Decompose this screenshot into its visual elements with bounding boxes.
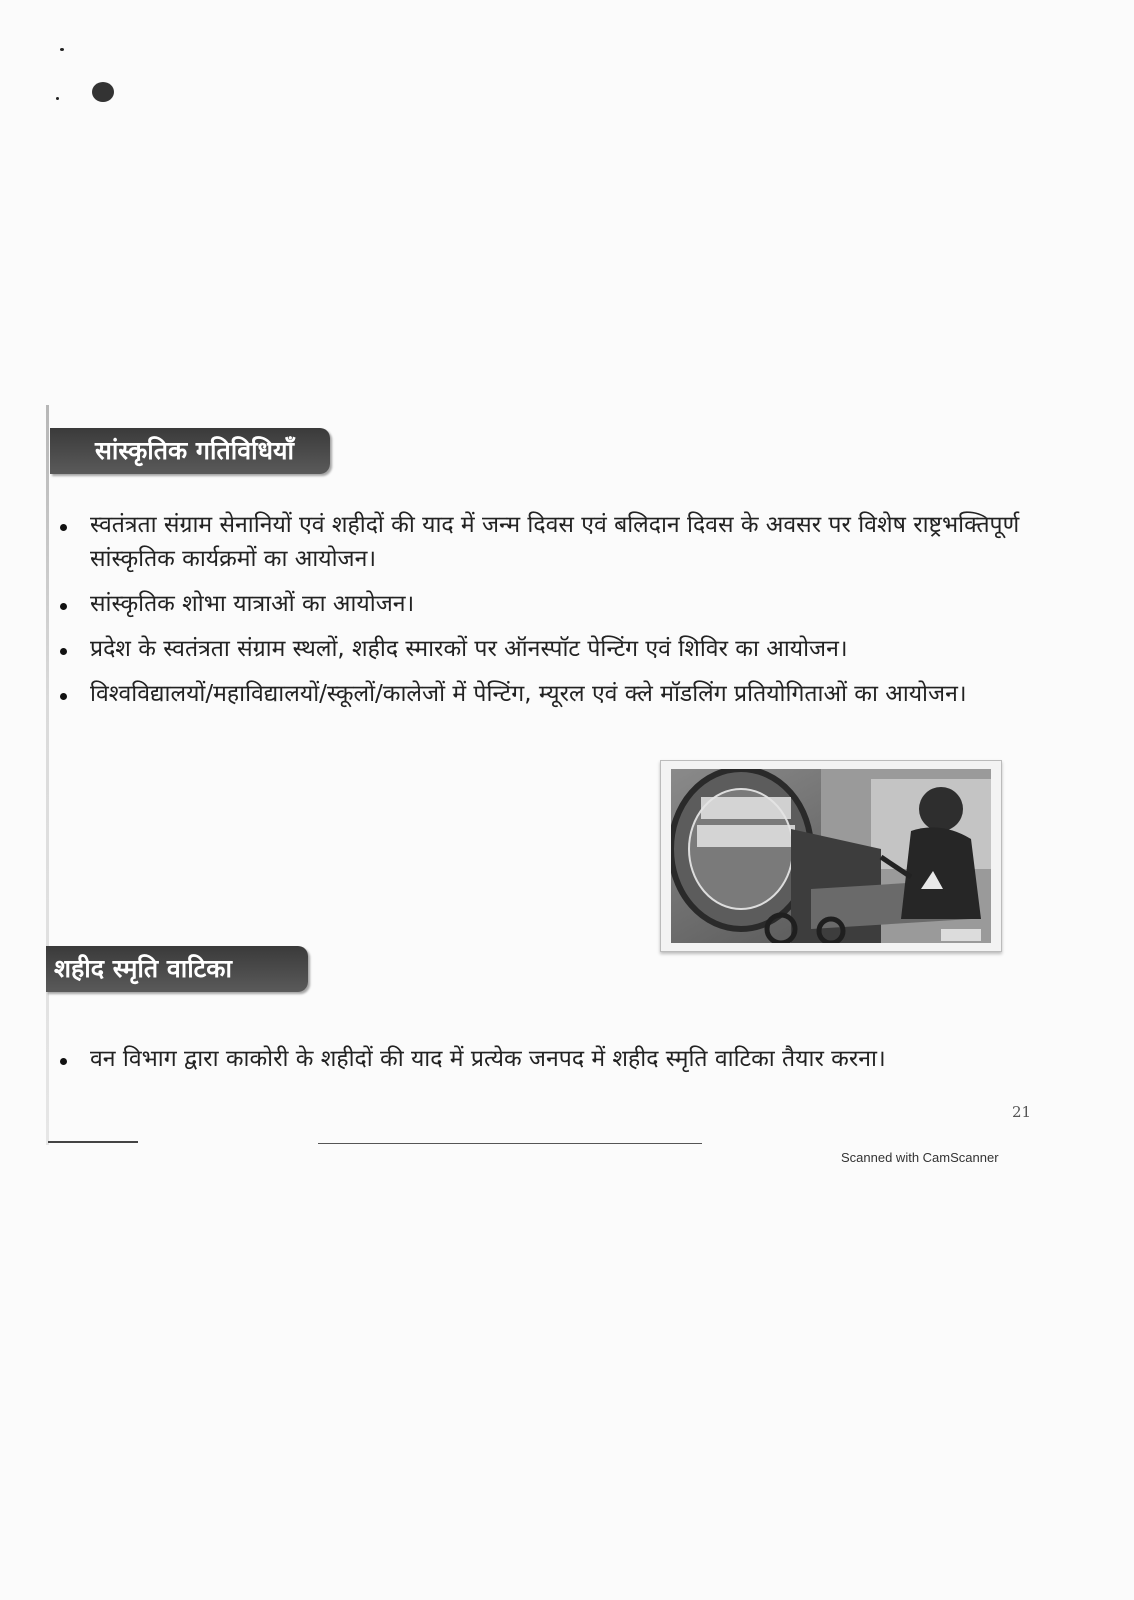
scan-speck (56, 97, 59, 100)
bullet-icon (60, 648, 67, 655)
punch-hole-mark (92, 82, 114, 102)
list-item (56, 587, 1056, 621)
camscanner-watermark: Scanned with CamScanner (841, 1150, 999, 1165)
section-heading-martyrs-memorial-garden: शहीद स्मृति वाटिका (46, 946, 308, 992)
memorial-garden-list (56, 1042, 1016, 1087)
left-margin-rule (46, 405, 49, 1145)
list-item (56, 677, 1056, 711)
list-item-text: विश्वविद्यालयों/महाविद्यालयों/स्कूलों/कालेजों में पेन्टिंग, म्यूरल एवं क्ले मॉडलिंग प्रतियोगिताओं का आयोजन। (90, 681, 967, 707)
list-item (56, 632, 1056, 666)
bullet-icon (60, 693, 67, 700)
scan-speck (60, 48, 64, 51)
mural-painting-icon (671, 769, 991, 943)
bullet-icon (60, 603, 67, 610)
footer-rule (48, 1141, 138, 1143)
list-item (56, 508, 1056, 576)
bullet-icon (60, 524, 67, 531)
mural-painting-photo (660, 760, 1002, 952)
section-heading-cultural-activities: सांस्कृतिक गतिविधियाँ (50, 428, 330, 474)
list-item (56, 1042, 1016, 1076)
cultural-activities-list (56, 508, 1056, 722)
bullet-icon (60, 1058, 67, 1065)
page-number: 21 (1012, 1103, 1032, 1121)
list-item-text: स्वतंत्रता संग्राम सेनानियों एवं शहीदों की याद में जन्म दिवस एवं बलिदान दिवस के अवसर पर विशेष राष्ट्रभक्तिपूर्ण सांस्कृतिक कार्यक्रमों का आयोजन। (90, 512, 1020, 572)
footer-rule (318, 1143, 702, 1144)
list-item-text: सांस्कृतिक शोभा यात्राओं का आयोजन। (90, 591, 415, 617)
list-item-text: प्रदेश के स्वतंत्रता संग्राम स्थलों, शहीद स्मारकों पर ऑनस्पॉट पेन्टिंग एवं शिविर का आयोजन। (90, 636, 848, 662)
list-item-text: वन विभाग द्वारा काकोरी के शहीदों की याद में प्रत्येक जनपद में शहीद स्मृति वाटिका तैयार करना। (90, 1046, 886, 1072)
